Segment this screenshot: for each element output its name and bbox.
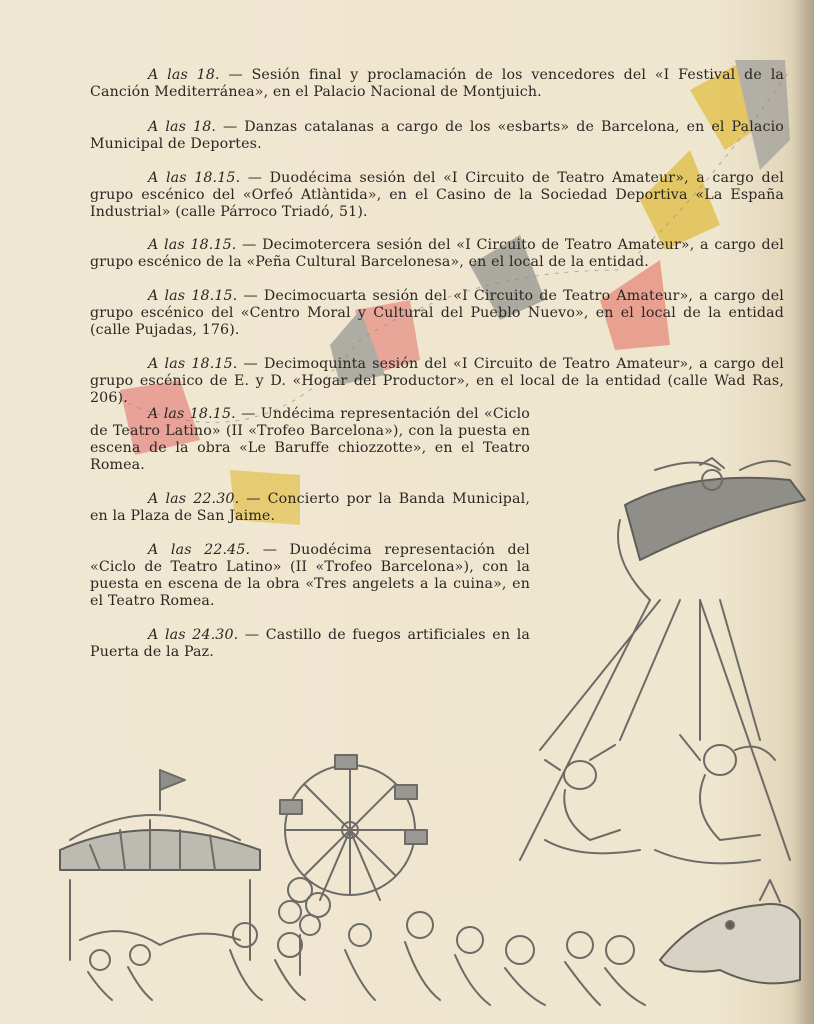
entry-text: — Danzas catalanas a cargo de los «esbarts» de Barcelona, en el Palacio Municipal de Deportes. (90, 119, 784, 152)
swing-ride (520, 458, 805, 860)
entry-text: — Sesión final y proclamación de los vencedores del «I Festival de la Canción Mediterránea», en el Palacio Nacional de Montjuich. (90, 67, 784, 100)
crowd (88, 912, 645, 1005)
entry-time: A las 18.15. (148, 356, 238, 372)
entry-text: — Duodécima sesión del «I Circuito de Teatro Amateur», a cargo del grupo escénico del «Orfeó Atlàntida», en el Casino de la Sociedad Deportiva «La España Industrial» (calle Párroco Triadó, 51). (90, 170, 784, 220)
entry-text: — Decimotercera sesión del «I Circuito de Teatro Amateur», a cargo del grupo escénico de la «Peña Cultural Barcelonesa», en el local de la entidad. (90, 237, 784, 270)
swing-riders (545, 735, 775, 863)
entry-time: A las 18.15. (148, 170, 241, 186)
entry-text: — Decimoquinta sesión del «I Circuito de Teatro Amateur», a cargo del grupo escénico de E. y D. «Hogar del Productor», en el local de la entidad (calle Wad Ras, 206). (90, 356, 784, 406)
entry-time: A las 18. (148, 119, 217, 135)
horse-head (660, 880, 800, 983)
entry-text: — Undécima representación del «Ciclo de Teatro Latino» (II «Trofeo Barcelona»), con la puesta en escena de la obra «Le Baruffe chiozzotte», en el Teatro Romea. (90, 406, 530, 473)
entry-time: A las 24.30. (148, 627, 239, 643)
carousel (60, 770, 260, 960)
entry-time: A las 22.30. (148, 491, 240, 507)
entry-text: — Concierto por la Banda Municipal, en la Plaza de San Jaime. (90, 491, 530, 524)
entry-text: — Castillo de fuegos artificiales en la Puerta de la Paz. (90, 627, 531, 660)
entry-text: — Decimocuarta sesión del «I Circuito de Teatro Amateur», a cargo del grupo escénico del «Centro Moral y Cultural del Pueblo Nuevo», en el local de la entidad (calle Pujadas, 176). (90, 288, 784, 338)
entry-time: A las 18.15. (148, 406, 236, 422)
entry-time: A las 18.15. (148, 237, 237, 253)
entry-time: A las 18. (148, 67, 220, 83)
entry-time: A las 22.45. (148, 542, 251, 558)
entry-text: — Duodécima representación del «Ciclo de Teatro Latino» (II «Trofeo Barcelona»), con la puesta en escena de la obra «Tres angelets a la cuina», en el Teatro Romea. (90, 542, 530, 609)
entry-time: A las 18.15. (148, 288, 238, 304)
